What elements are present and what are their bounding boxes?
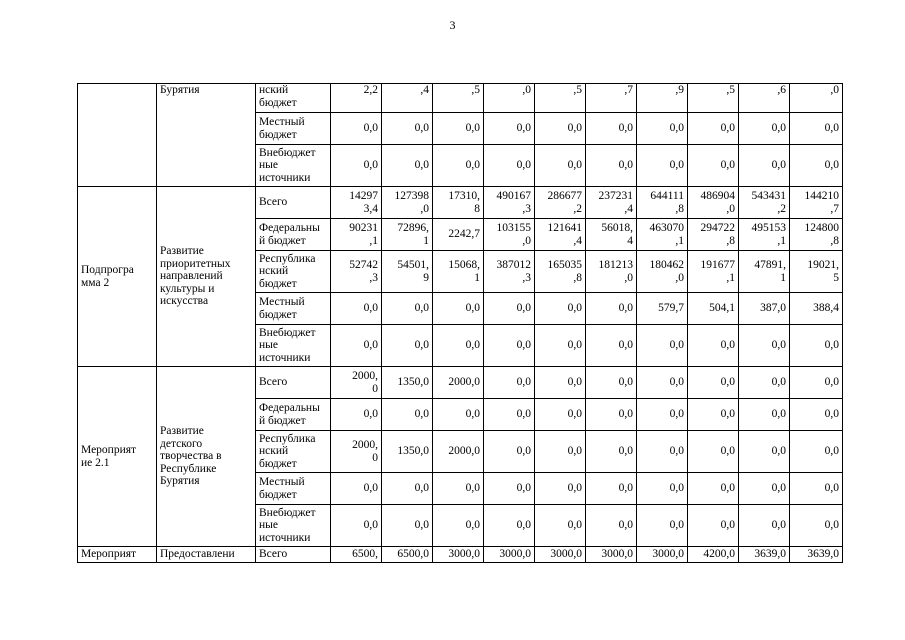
value-cell: 19021, 5 <box>790 251 843 293</box>
table-row <box>78 84 843 113</box>
value-cell: 0,0 <box>484 325 535 367</box>
measure-name-cell: Бурятия <box>157 84 256 187</box>
value-cell: 0,0 <box>739 325 790 367</box>
value-cell: 0,0 <box>688 399 739 431</box>
value-cell: 6500, <box>331 547 382 563</box>
table-row <box>78 367 843 399</box>
value-cell: 15068, 1 <box>433 251 484 293</box>
value-cell: 0,0 <box>739 113 790 145</box>
value-cell: 0,0 <box>586 145 637 187</box>
value-cell: 3639,0 <box>790 547 843 563</box>
value-cell: 0,0 <box>382 399 433 431</box>
value-cell: 0,0 <box>637 399 688 431</box>
value-cell: 0,0 <box>484 473 535 505</box>
value-cell: ,0 <box>484 84 535 113</box>
value-cell: 0,0 <box>586 113 637 145</box>
value-cell: 0,0 <box>688 145 739 187</box>
value-cell: ,7 <box>586 84 637 113</box>
program-cell: Мероприят ие 2.1 <box>78 367 157 547</box>
value-cell: 127398 ,0 <box>382 187 433 219</box>
value-cell: 52742 ,3 <box>331 251 382 293</box>
value-cell: 0,0 <box>331 325 382 367</box>
value-cell: 0,0 <box>331 293 382 325</box>
value-cell: 0,0 <box>790 505 843 547</box>
measure-name-cell: Развитие детского творчества в Республике Бурятия <box>157 367 256 547</box>
value-cell: 0,0 <box>586 325 637 367</box>
value-cell: 0,0 <box>535 293 586 325</box>
value-cell: 387,0 <box>739 293 790 325</box>
value-cell: 0,0 <box>637 473 688 505</box>
value-cell: 388,4 <box>790 293 843 325</box>
value-cell: 54501, 9 <box>382 251 433 293</box>
value-cell: 2000, 0 <box>331 431 382 473</box>
value-cell: 0,0 <box>688 505 739 547</box>
value-cell: 165035 ,8 <box>535 251 586 293</box>
measure-name-cell: Предоставлени <box>157 547 256 563</box>
program-cell <box>78 84 157 187</box>
value-cell: 3000,0 <box>535 547 586 563</box>
value-cell: 0,0 <box>535 325 586 367</box>
value-cell: 0,0 <box>586 293 637 325</box>
value-cell: 0,0 <box>790 473 843 505</box>
value-cell: 0,0 <box>433 293 484 325</box>
value-cell: 0,0 <box>637 145 688 187</box>
value-cell: 0,0 <box>688 325 739 367</box>
value-cell: 0,0 <box>433 325 484 367</box>
value-cell: 14297 3,4 <box>331 187 382 219</box>
value-cell: 2000, 0 <box>331 367 382 399</box>
value-cell: 0,0 <box>637 431 688 473</box>
value-cell: 0,0 <box>637 505 688 547</box>
program-cell: Подпрогра мма 2 <box>78 187 157 367</box>
value-cell: 0,0 <box>535 473 586 505</box>
value-cell: ,0 <box>790 84 843 113</box>
value-cell: 504,1 <box>688 293 739 325</box>
value-cell: 103155 ,0 <box>484 219 535 251</box>
value-cell: 0,0 <box>739 505 790 547</box>
value-cell: 0,0 <box>433 505 484 547</box>
value-cell: 0,0 <box>586 431 637 473</box>
value-cell: 0,0 <box>790 325 843 367</box>
value-cell: 0,0 <box>586 473 637 505</box>
funding-source-cell: Местный бюджет <box>256 293 331 325</box>
value-cell: 0,0 <box>484 293 535 325</box>
value-cell: 0,0 <box>739 399 790 431</box>
funding-source-cell: Всего <box>256 547 331 563</box>
funding-source-cell: Местный бюджет <box>256 473 331 505</box>
funding-source-cell: Всего <box>256 367 331 399</box>
value-cell: 0,0 <box>331 505 382 547</box>
value-cell: 180462 ,0 <box>637 251 688 293</box>
value-cell: 0,0 <box>484 505 535 547</box>
value-cell: 1350,0 <box>382 431 433 473</box>
value-cell: 490167 ,3 <box>484 187 535 219</box>
value-cell: 3639,0 <box>739 547 790 563</box>
value-cell: 0,0 <box>382 505 433 547</box>
budget-table-body <box>78 84 843 563</box>
funding-source-cell: Внебюджет ные источники <box>256 145 331 187</box>
page-number: 3 <box>449 18 456 32</box>
value-cell: 495153 ,1 <box>739 219 790 251</box>
value-cell: 0,0 <box>382 145 433 187</box>
value-cell: 2000,0 <box>433 431 484 473</box>
value-cell: 0,0 <box>484 399 535 431</box>
value-cell: 0,0 <box>331 145 382 187</box>
value-cell: 0,0 <box>433 473 484 505</box>
value-cell: ,5 <box>688 84 739 113</box>
value-cell: 0,0 <box>739 431 790 473</box>
value-cell: 17310, 8 <box>433 187 484 219</box>
value-cell: 0,0 <box>739 367 790 399</box>
funding-source-cell: Республика нский бюджет <box>256 431 331 473</box>
value-cell: 0,0 <box>790 431 843 473</box>
value-cell: 0,0 <box>433 145 484 187</box>
value-cell: 237231 ,4 <box>586 187 637 219</box>
value-cell: 181213 ,0 <box>586 251 637 293</box>
funding-source-cell: Внебюджет ные источники <box>256 325 331 367</box>
value-cell: 0,0 <box>586 367 637 399</box>
value-cell: 0,0 <box>535 145 586 187</box>
value-cell: 0,0 <box>484 367 535 399</box>
value-cell: 0,0 <box>790 399 843 431</box>
value-cell: 0,0 <box>433 399 484 431</box>
value-cell: 0,0 <box>790 113 843 145</box>
value-cell: 2,2 <box>331 84 382 113</box>
value-cell: ,4 <box>382 84 433 113</box>
value-cell: 286677 ,2 <box>535 187 586 219</box>
value-cell: 0,0 <box>484 431 535 473</box>
value-cell: 0,0 <box>535 367 586 399</box>
value-cell: 0,0 <box>484 145 535 187</box>
value-cell: 0,0 <box>382 473 433 505</box>
value-cell: 3000,0 <box>637 547 688 563</box>
value-cell: 0,0 <box>688 431 739 473</box>
value-cell: 579,7 <box>637 293 688 325</box>
value-cell: ,5 <box>535 84 586 113</box>
value-cell: 144210 ,7 <box>790 187 843 219</box>
value-cell: 56018, 4 <box>586 219 637 251</box>
value-cell: 4200,0 <box>688 547 739 563</box>
funding-source-cell: Республика нский бюджет <box>256 251 331 293</box>
value-cell: 6500,0 <box>382 547 433 563</box>
value-cell: 0,0 <box>331 113 382 145</box>
value-cell: 2242,7 <box>433 219 484 251</box>
value-cell: 387012 ,3 <box>484 251 535 293</box>
funding-source-cell: Всего <box>256 187 331 219</box>
value-cell: 0,0 <box>535 399 586 431</box>
value-cell: 0,0 <box>382 325 433 367</box>
table-row <box>78 187 843 219</box>
table-row <box>78 547 843 563</box>
value-cell: 0,0 <box>586 399 637 431</box>
value-cell: 72896, 1 <box>382 219 433 251</box>
value-cell: 0,0 <box>790 145 843 187</box>
value-cell: 0,0 <box>331 399 382 431</box>
value-cell: 3000,0 <box>484 547 535 563</box>
budget-table <box>77 83 843 563</box>
value-cell: 0,0 <box>382 113 433 145</box>
value-cell: 0,0 <box>535 431 586 473</box>
value-cell: 463070 ,1 <box>637 219 688 251</box>
value-cell: 543431 ,2 <box>739 187 790 219</box>
value-cell: ,5 <box>433 84 484 113</box>
value-cell: ,6 <box>739 84 790 113</box>
value-cell: 0,0 <box>586 505 637 547</box>
value-cell: 0,0 <box>535 113 586 145</box>
value-cell: 3000,0 <box>586 547 637 563</box>
value-cell: 0,0 <box>790 367 843 399</box>
value-cell: 0,0 <box>484 113 535 145</box>
value-cell: 1350,0 <box>382 367 433 399</box>
value-cell: 0,0 <box>739 473 790 505</box>
value-cell: 121641 ,4 <box>535 219 586 251</box>
value-cell: 47891, 1 <box>739 251 790 293</box>
value-cell: 0,0 <box>739 145 790 187</box>
funding-source-cell: Местный бюджет <box>256 113 331 145</box>
value-cell: 124800 ,8 <box>790 219 843 251</box>
value-cell: 2000,0 <box>433 367 484 399</box>
funding-source-cell: Федеральны й бюджет <box>256 399 331 431</box>
value-cell: 644111 ,8 <box>637 187 688 219</box>
funding-source-cell: Внебюджет ные источники <box>256 505 331 547</box>
value-cell: 3000,0 <box>433 547 484 563</box>
value-cell: 0,0 <box>382 293 433 325</box>
value-cell: 90231 ,1 <box>331 219 382 251</box>
value-cell: ,9 <box>637 84 688 113</box>
funding-source-cell: Федеральны й бюджет <box>256 219 331 251</box>
value-cell: 0,0 <box>688 113 739 145</box>
program-cell: Мероприят <box>78 547 157 563</box>
funding-source-cell: нский бюджет <box>256 84 331 113</box>
value-cell: 0,0 <box>637 367 688 399</box>
measure-name-cell: Развитие приоритетных направлений культуры и искусства <box>157 187 256 367</box>
value-cell: 0,0 <box>637 113 688 145</box>
value-cell: 191677 ,1 <box>688 251 739 293</box>
value-cell: 0,0 <box>637 325 688 367</box>
value-cell: 486904 ,0 <box>688 187 739 219</box>
value-cell: 0,0 <box>688 367 739 399</box>
value-cell: 0,0 <box>331 473 382 505</box>
value-cell: 0,0 <box>688 473 739 505</box>
value-cell: 294722 ,8 <box>688 219 739 251</box>
value-cell: 0,0 <box>433 113 484 145</box>
value-cell: 0,0 <box>535 505 586 547</box>
